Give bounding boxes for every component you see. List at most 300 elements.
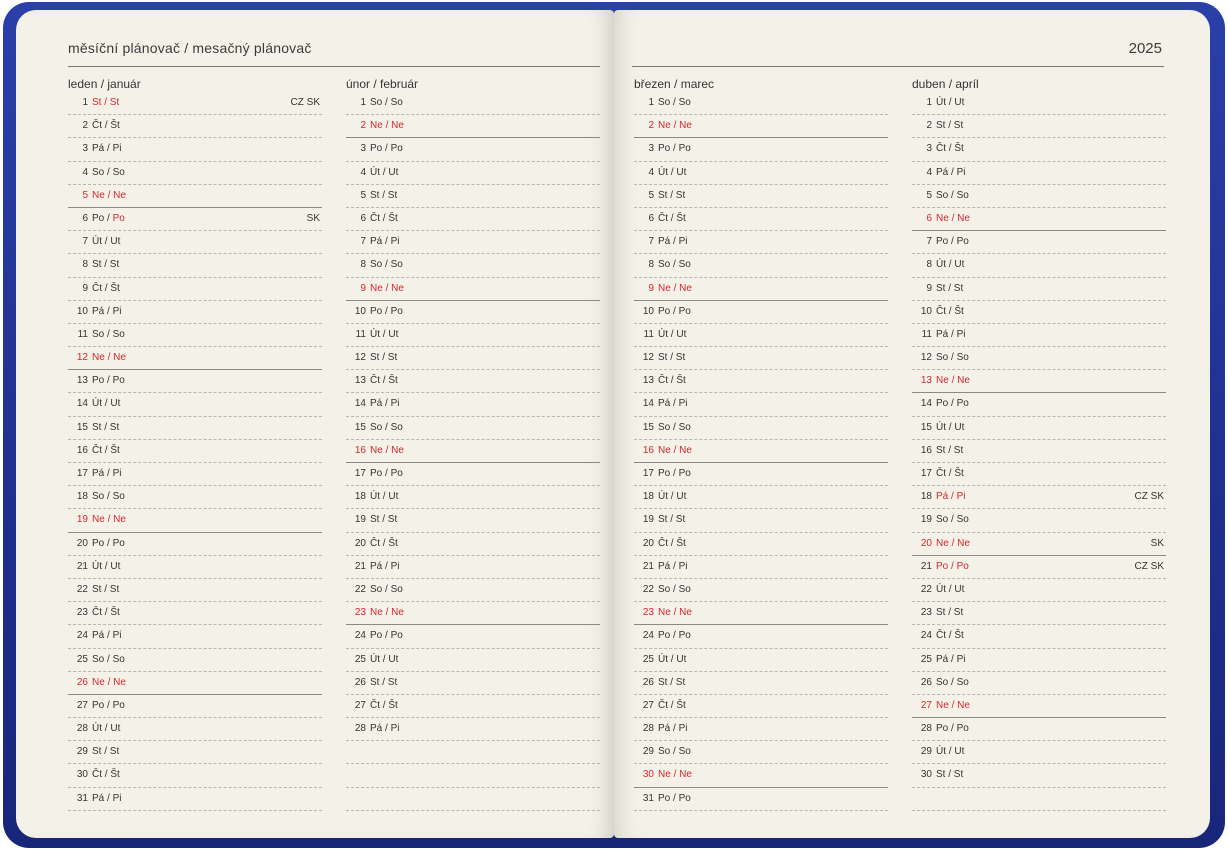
day-name-separator: / [102,560,111,572]
day-row[interactable] [68,649,322,672]
day-row[interactable] [346,254,600,277]
day-name-sk: St [675,352,686,364]
day-number: 18 [354,491,366,503]
day-name-separator: / [948,189,957,201]
day-row[interactable] [68,695,322,718]
day-name [936,375,970,386]
day-name-separator: / [104,630,113,642]
day-row[interactable] [68,393,322,416]
day-name-cz: Pá [92,305,105,317]
day-row[interactable] [634,254,888,277]
day-row[interactable] [634,556,888,579]
day-row[interactable] [634,324,888,347]
day-number: 10 [76,305,88,317]
day-name-separator: / [380,166,389,178]
day-number: 19 [354,514,366,526]
day-name-separator: / [667,352,676,364]
day-row[interactable] [634,486,888,509]
day-row[interactable] [912,185,1166,208]
day-row[interactable] [346,115,600,138]
month-column-march [634,76,888,811]
day-row[interactable] [346,649,600,672]
day-name-sk: Pi [956,166,966,178]
day-number: 4 [360,166,366,178]
day-row[interactable] [68,764,322,787]
day-name [92,143,121,154]
day-number: 9 [82,282,88,294]
day-name-separator: / [948,375,958,387]
day-row[interactable] [68,417,322,440]
day-row[interactable] [634,718,888,741]
day-number: 30 [76,769,88,781]
day-name-sk: Ut [110,723,121,735]
day-name [92,120,120,131]
day-name-cz: Ne [370,444,383,456]
holiday-marker: CZ SK [1134,491,1164,503]
day-row[interactable] [346,579,600,602]
day-row[interactable] [68,440,322,463]
day-name-sk: So [956,189,969,201]
day-name-separator: / [104,212,113,224]
day-number: 27 [642,699,654,711]
day-row[interactable] [634,741,888,764]
day-name [370,538,398,549]
day-name-cz: Pá [92,630,105,642]
day-name [92,167,125,178]
day-name-cz: Út [936,583,946,595]
day-row[interactable] [912,509,1166,532]
empty-row [912,788,1166,811]
day-row[interactable] [68,185,322,208]
day-row[interactable] [346,185,600,208]
day-row[interactable] [346,370,600,393]
day-name-separator: / [670,398,679,410]
day-name [370,236,399,247]
day-name-cz: Čt [658,537,668,549]
day-name-sk: Ne [113,676,126,688]
day-row[interactable] [634,672,888,695]
day-row[interactable] [68,463,322,486]
day-name [936,584,964,595]
day-row[interactable] [912,718,1166,741]
day-row[interactable] [912,231,1166,254]
day-name-sk: Ut [388,166,399,178]
day-row[interactable] [68,254,322,277]
day-row[interactable] [912,579,1166,602]
day-number: 3 [926,143,932,155]
day-row[interactable] [346,440,600,463]
day-name-separator: / [670,236,679,248]
day-row[interactable] [912,301,1166,324]
day-number: 18 [76,491,88,503]
day-row[interactable] [346,162,600,185]
day-name [936,143,964,154]
day-row[interactable] [634,695,888,718]
day-row[interactable] [912,138,1166,161]
day-name-cz: Ne [658,444,671,456]
day-name-separator: / [668,166,677,178]
day-name-sk: Po [112,699,125,711]
day-name-sk: Št [110,444,120,456]
day-name [370,352,397,363]
day-name-separator: / [102,607,111,619]
day-name-cz: St [370,352,380,364]
day-row[interactable] [68,788,322,811]
day-row[interactable] [68,579,322,602]
day-name-cz: Po [92,537,105,549]
day-row[interactable] [346,625,600,648]
day-name-cz: Pá [936,328,949,340]
day-name-sk: Po [112,537,125,549]
day-name-cz: Čt [936,630,946,642]
day-name-separator: / [104,143,113,155]
day-name [370,607,404,618]
day-number: 16 [76,444,88,456]
day-name [658,538,686,549]
day-name-cz: Pá [658,723,671,735]
day-row[interactable] [346,231,600,254]
day-name-separator: / [102,282,111,294]
day-name-cz: Ne [370,120,383,132]
day-name-separator: / [948,166,957,178]
day-name-cz: Po [658,630,671,642]
day-row[interactable] [68,324,322,347]
day-row[interactable] [68,347,322,370]
day-name [370,422,403,433]
day-name [92,445,120,456]
day-row[interactable] [634,231,888,254]
day-name [370,329,398,340]
day-name-cz: Út [658,166,668,178]
day-row[interactable] [68,533,322,556]
day-name-separator: / [101,746,110,758]
day-name-cz: Út [370,328,380,340]
day-row[interactable] [68,486,322,509]
day-name-cz: Pá [936,491,949,503]
day-name-cz: Ne [936,212,949,224]
day-name-sk: Ut [954,421,965,433]
day-row[interactable] [634,602,888,625]
day-row[interactable] [634,509,888,532]
day-number: 24 [354,630,366,642]
day-name [92,630,121,641]
day-name-cz: Út [658,653,668,665]
day-row[interactable] [634,393,888,416]
day-name-separator: / [670,305,679,317]
day-name-separator: / [104,375,113,387]
day-row[interactable] [68,625,322,648]
day-row[interactable] [912,764,1166,787]
day-name-cz: St [92,583,102,595]
day-row[interactable] [634,579,888,602]
day-row[interactable] [634,162,888,185]
day-name [658,120,692,131]
day-number: 1 [82,97,88,108]
day-row[interactable] [912,254,1166,277]
day-name-cz: Út [370,653,380,665]
day-name-sk: So [390,97,403,108]
day-row[interactable] [634,185,888,208]
day-name-separator: / [102,723,111,735]
day-row[interactable] [346,695,600,718]
day-row[interactable] [912,162,1166,185]
day-row[interactable] [68,718,322,741]
day-number: 24 [920,630,932,642]
day-name-sk: Po [956,398,969,410]
day-row[interactable] [634,788,888,811]
day-row[interactable] [68,556,322,579]
day-name [658,375,686,386]
day-name-separator: / [382,143,391,155]
day-row[interactable] [912,370,1166,393]
day-name [658,630,691,641]
day-row[interactable] [634,115,888,138]
day-name-cz: Po [936,398,949,410]
day-row[interactable] [346,602,600,625]
day-row[interactable] [912,393,1166,416]
day-name-cz: Út [936,421,946,433]
day-row[interactable] [634,649,888,672]
day-name-sk: Ne [113,514,126,526]
day-row[interactable] [68,208,322,231]
day-row[interactable] [634,138,888,161]
day-row[interactable] [634,208,888,231]
day-row[interactable] [346,324,600,347]
holiday-marker: SK [1150,537,1164,549]
day-name-separator: / [380,653,389,665]
day-number: 4 [926,166,932,178]
day-name-separator: / [104,189,114,201]
day-number: 2 [360,120,366,132]
day-number: 6 [648,212,654,224]
header-rule-left [68,66,600,67]
day-name [936,213,970,224]
day-name-sk: Po [956,560,969,572]
day-number: 3 [82,143,88,155]
day-name-sk: Po [678,305,691,317]
day-name-sk: So [112,328,125,340]
day-row[interactable] [346,672,600,695]
day-row[interactable] [68,92,322,115]
day-name-sk: Pi [112,305,122,317]
day-name-separator: / [946,746,955,758]
day-row[interactable] [68,278,322,301]
day-row[interactable] [912,463,1166,486]
day-name-sk: Ne [391,282,404,294]
day-row[interactable] [912,533,1166,556]
day-name-separator: / [946,630,955,642]
day-name-sk: Ne [679,607,692,619]
day-name [936,723,969,734]
day-name-separator: / [102,769,111,781]
day-number: 1 [926,97,932,108]
day-row[interactable] [634,625,888,648]
day-row[interactable] [68,370,322,393]
day-row[interactable] [912,92,1166,115]
day-name-separator: / [670,583,679,595]
day-row[interactable] [634,440,888,463]
day-row[interactable] [346,208,600,231]
day-number: 2 [82,120,88,132]
day-name [658,793,691,804]
day-row[interactable] [634,301,888,324]
day-name-separator: / [102,398,111,410]
day-name-cz: St [936,120,946,132]
day-name-cz: Po [658,143,671,155]
month-column-february [346,76,600,811]
day-row[interactable] [634,764,888,787]
day-row[interactable] [346,347,600,370]
day-name-separator: / [380,212,389,224]
day-name-sk: So [112,166,125,178]
day-row[interactable] [912,602,1166,625]
day-name-cz: Čt [658,699,668,711]
day-name-sk: Ne [679,444,692,456]
day-row[interactable] [68,602,322,625]
day-row[interactable] [912,115,1166,138]
day-row[interactable] [346,278,600,301]
day-name-sk: Ne [957,537,970,549]
day-name-cz: So [936,676,949,688]
day-row[interactable] [912,741,1166,764]
day-number: 21 [920,560,932,572]
day-row[interactable] [346,718,600,741]
day-number: 11 [355,328,366,340]
day-row[interactable] [634,278,888,301]
day-name-sk: Ut [110,560,121,572]
day-name-cz: Pá [92,792,105,804]
day-row[interactable] [68,301,322,324]
day-name [370,120,404,131]
day-number: 14 [76,398,88,410]
day-name-cz: Út [370,166,380,178]
empty-row [346,788,600,811]
day-name-sk: So [678,97,691,108]
day-row[interactable] [634,417,888,440]
day-number: 17 [354,468,366,479]
day-name-sk: Ne [679,282,692,294]
day-row[interactable] [912,347,1166,370]
day-row[interactable] [634,533,888,556]
day-row[interactable] [346,533,600,556]
day-row[interactable] [68,741,322,764]
day-row[interactable] [634,92,888,115]
day-row[interactable] [346,509,600,532]
day-row[interactable] [912,440,1166,463]
day-name-separator: / [670,607,680,619]
day-name-separator: / [104,491,113,503]
day-name [936,561,969,572]
day-row[interactable] [912,695,1166,718]
day-name-sk: Ut [954,746,965,758]
day-name-cz: St [936,282,946,294]
day-name-separator: / [668,537,677,549]
day-row[interactable] [68,509,322,532]
day-row[interactable] [912,672,1166,695]
day-name-cz: St [92,746,102,758]
day-number: 5 [648,189,654,201]
day-name-separator: / [382,607,392,619]
day-row[interactable] [634,463,888,486]
day-row[interactable] [346,486,600,509]
day-row[interactable] [912,278,1166,301]
day-name [936,306,964,317]
day-row[interactable] [912,417,1166,440]
day-row[interactable] [912,324,1166,347]
day-name [370,97,403,108]
day-name-separator: / [948,699,958,711]
day-row[interactable] [68,162,322,185]
day-name-sk: Št [676,699,686,711]
day-row[interactable] [346,393,600,416]
day-name [92,283,120,294]
day-name-cz: Út [658,328,668,340]
day-name [92,561,120,572]
day-name-sk: Pi [678,560,688,572]
day-name-sk: So [390,583,403,595]
day-name [370,306,403,317]
day-name-cz: So [92,653,105,665]
day-number: 9 [648,282,654,294]
day-name-sk: Ut [676,653,687,665]
day-name-sk: St [953,120,964,132]
day-number: 4 [648,166,654,178]
day-row[interactable] [346,556,600,579]
day-row[interactable] [912,649,1166,672]
day-number: 18 [642,491,654,503]
day-name-sk: St [109,259,120,271]
day-row[interactable] [346,92,600,115]
day-row[interactable] [346,138,600,161]
day-name [936,607,963,618]
day-number: 12 [354,352,366,364]
day-row[interactable] [68,231,322,254]
day-name-separator: / [104,676,114,688]
day-name [92,793,121,804]
day-row[interactable] [68,115,322,138]
day-number: 13 [354,375,366,387]
day-row[interactable] [634,347,888,370]
day-name-separator: / [380,375,389,387]
day-name-separator: / [382,120,392,132]
day-name-sk: Po [390,468,403,479]
day-name-cz: St [936,769,946,781]
day-number: 28 [920,723,932,735]
day-row[interactable] [68,672,322,695]
day-row[interactable] [634,370,888,393]
day-name-sk: Št [110,120,120,132]
day-name-separator: / [670,143,679,155]
day-number: 8 [648,259,654,271]
day-name-separator: / [101,583,110,595]
day-row[interactable] [912,208,1166,231]
day-row[interactable] [346,301,600,324]
day-name-separator: / [670,560,679,572]
day-name-separator: / [101,421,110,433]
day-row[interactable] [346,417,600,440]
day-name-cz: St [370,676,380,688]
day-name-cz: Pá [370,560,383,572]
day-row[interactable] [912,486,1166,509]
day-number: 29 [920,746,932,758]
day-name-cz: Pá [936,653,949,665]
day-row[interactable] [912,625,1166,648]
day-number: 22 [920,583,932,595]
day-row[interactable] [912,556,1166,579]
day-row[interactable] [68,138,322,161]
day-row[interactable] [346,463,600,486]
day-number: 8 [360,259,366,271]
